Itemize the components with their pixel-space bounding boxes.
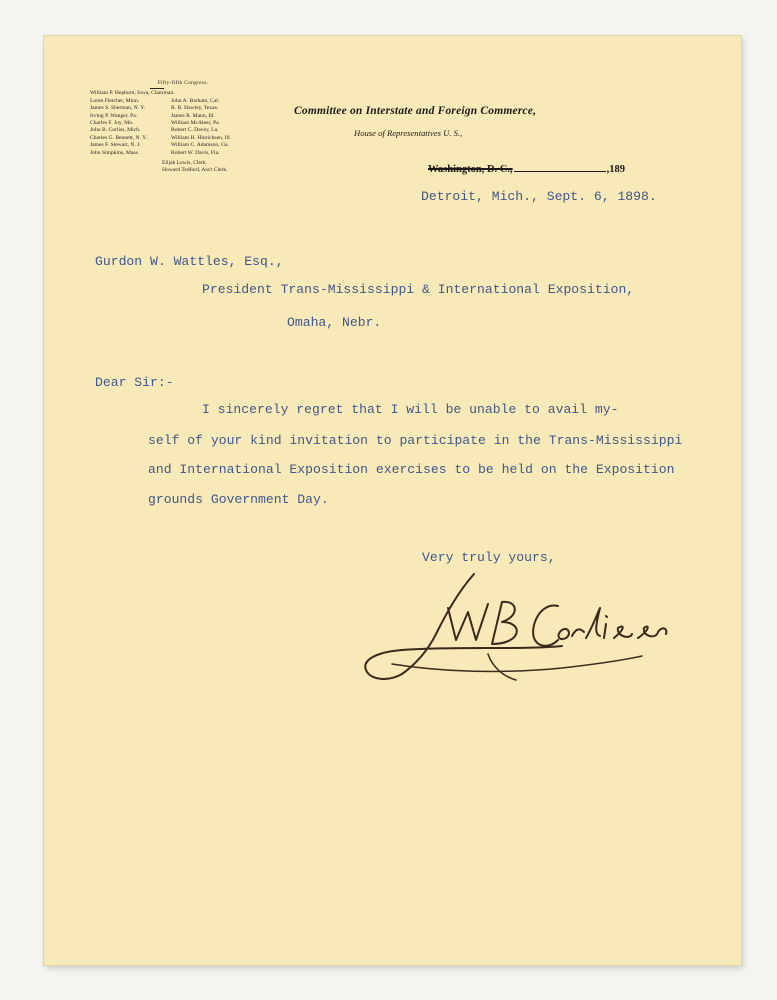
member-name: Irving P. Wanger, Pa. xyxy=(90,112,138,119)
member-name: William H. Hinrichsen, Ill. xyxy=(171,134,232,141)
member-name: Charles F. Joy, Mo. xyxy=(90,120,134,127)
member-name: James F. Stewart, N. J. xyxy=(90,142,141,149)
clerk-line: Elijah Lewis, Clerk. xyxy=(162,160,208,167)
addressee-city: Omaha, Nebr. xyxy=(287,315,382,330)
body-line: I sincerely regret that I will be unable to avail my- xyxy=(202,402,619,417)
date-blank-line xyxy=(514,171,606,172)
member-name: Robert W. Davis, Fla. xyxy=(171,149,220,156)
member-name: Robert C. Davey, La. xyxy=(171,127,219,134)
closing: Very truly yours, xyxy=(422,550,556,565)
member-name: William C. Adamson, Ga. xyxy=(171,142,229,149)
assistant-clerk-line: Howard Tedford, Ass't Clerk. xyxy=(162,167,228,174)
clerks-block xyxy=(90,160,270,175)
printed-place-struck: Washington, D. C., xyxy=(428,164,513,175)
house-subtitle: House of Representatives U. S., xyxy=(354,128,463,138)
body-line: grounds Government Day. xyxy=(148,492,329,507)
member-name: Charles G. Bennett, N. Y. xyxy=(90,134,147,141)
chairman-line: William P. Hepburn, Iowa, Chairman. xyxy=(90,90,175,97)
congress-heading: Fifty-fifth Congress. xyxy=(157,80,209,86)
member-name: James S. Sherman, N. Y. xyxy=(90,105,146,112)
salutation: Dear Sir:- xyxy=(95,375,174,390)
typed-dateline: Detroit, Mich., Sept. 6, 1898. xyxy=(421,189,657,204)
member-name: John Simpkins, Mass. xyxy=(90,149,140,156)
body-line: self of your kind invitation to participate in the Trans-Mississippi xyxy=(148,433,683,448)
printed-dateline xyxy=(428,164,688,175)
committee-members-list xyxy=(90,80,270,175)
addressee-name: Gurdon W. Wattles, Esq., xyxy=(95,254,284,269)
member-name: Loren Fletcher, Minn. xyxy=(90,97,140,104)
handwritten-signature xyxy=(362,568,672,686)
heading-rule xyxy=(150,88,164,89)
printed-year: ,189 xyxy=(606,164,625,175)
body-line: and International Exposition exercises to be held on the Exposition xyxy=(148,462,675,477)
addressee-title: President Trans-Mississippi & International Exposition, xyxy=(202,282,635,297)
member-name: William McAleer, Pa. xyxy=(171,120,220,127)
letter-sheet xyxy=(44,36,741,965)
member-name: John A. Barham, Cal. xyxy=(171,97,220,104)
member-grid xyxy=(90,98,270,157)
committee-title: Committee on Interstate and Foreign Commerce, xyxy=(294,105,537,117)
member-name: James R. Mann, Ill. xyxy=(171,112,215,119)
member-name: John B. Corliss, Mich. xyxy=(90,127,141,134)
member-name: R. B. Hawley, Texas. xyxy=(171,105,219,112)
